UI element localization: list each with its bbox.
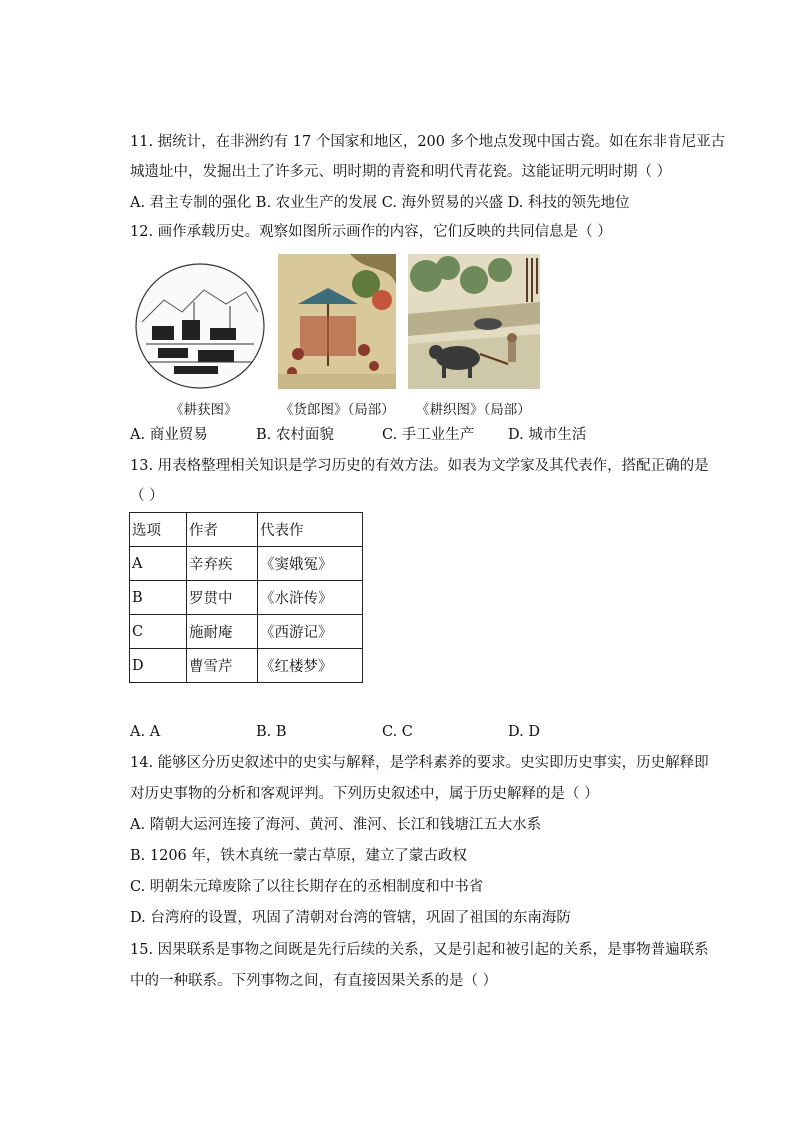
table-header-row [130, 513, 363, 547]
table-cell: 《窦娥冤》 [258, 547, 363, 581]
gengshuo-painting-image [134, 262, 266, 390]
table-cell: 《红楼梦》 [258, 649, 363, 683]
table-cell: 《西游记》 [258, 615, 363, 649]
q13-option-b: B. B [256, 724, 287, 740]
q13-option-d: D. D [508, 724, 540, 740]
q12-paintings [134, 252, 554, 417]
q12-option-c: C. 手工业生产 [382, 427, 475, 443]
table-row [130, 615, 363, 649]
q14-option-c: C. 明朝朱元璋废除了以往长期存在的丞相制度和中书省 [130, 879, 484, 895]
table-cell: 施耐庵 [187, 615, 258, 649]
q12-option-b: B. 农村面貌 [256, 427, 334, 443]
table-cell: D [130, 649, 187, 683]
q15-stem-line2: 中的一种联系。下列事物之间，有直接因果关系的是（ ） [130, 973, 498, 989]
huolang-painting-image [278, 254, 396, 389]
q13-option-a: A. A [130, 724, 161, 740]
table-row [130, 547, 363, 581]
q14-option-a: A. 隋朝大运河连接了海河、黄河、淮河、长江和钱塘江五大水系 [130, 817, 542, 833]
caption-huolang: 《货郎图》（局部） [280, 402, 395, 418]
table-header-cell: 选项 [130, 513, 187, 547]
table-cell: 辛弃疾 [187, 547, 258, 581]
q13-stem-line2: （ ） [130, 488, 164, 504]
table-cell: C [130, 615, 187, 649]
q11-options: A. 君主专制的强化 B. 农业生产的发展 C. 海外贸易的兴盛 D. 科技的领先地位 [130, 195, 630, 211]
table-cell: 曹雪芹 [187, 649, 258, 683]
table-cell: 《水浒传》 [258, 581, 363, 615]
table-cell: 罗贯中 [187, 581, 258, 615]
q14-stem-line1: 14. 能够区分历史叙述中的史实与解释，是学科素养的要求。史实即历史事实，历史解释即 [130, 755, 709, 771]
q14-option-b: B. 1206 年，铁木真统一蒙古草原，建立了蒙古政权 [130, 848, 467, 864]
q12-option-a: A. 商业贸易 [130, 427, 208, 443]
q15-stem-line1: 15. 因果联系是事物之间既是先行后续的关系，又是引起和被引起的关系，是事物普遍联系 [130, 942, 709, 958]
q11-stem-line2: 城遗址中，发掘出土了许多元、明时期的青瓷和明代青花瓷。这能证明元明时期（ ） [130, 164, 672, 180]
table-header-cell: 代表作 [258, 513, 363, 547]
table-cell: A [130, 547, 187, 581]
q14-option-d: D. 台湾府的设置，巩固了清朝对台湾的管辖，巩固了祖国的东南海防 [130, 910, 571, 926]
q13-table [129, 512, 363, 683]
q12-option-d: D. 城市生活 [508, 427, 587, 443]
q14-stem-line2: 对历史事物的分析和客观评判。下列历史叙述中，属于历史解释的是（ ） [130, 786, 599, 802]
q13-stem-line1: 13. 用表格整理相关知识是学习历史的有效方法。如表为文学家及其代表作，搭配正确的是 [130, 458, 709, 474]
caption-gengshuo: 《耕获图》 [170, 402, 238, 418]
q11-stem-line1: 11. 据统计，在非洲约有 17 个国家和地区，200 多个地点发现中国古瓷。如在东非肯尼亚古 [130, 134, 726, 150]
table-row [130, 581, 363, 615]
gengzhi-painting-image [408, 254, 540, 389]
q12-stem: 12. 画作承载历史。观察如图所示画作的内容，它们反映的共同信息是（ ） [130, 224, 612, 240]
table-row [130, 649, 363, 683]
table-header-cell: 作者 [187, 513, 258, 547]
q13-option-c: C. C [382, 724, 413, 740]
table-cell: B [130, 581, 187, 615]
caption-gengzhi: 《耕织图》（局部） [416, 402, 531, 418]
